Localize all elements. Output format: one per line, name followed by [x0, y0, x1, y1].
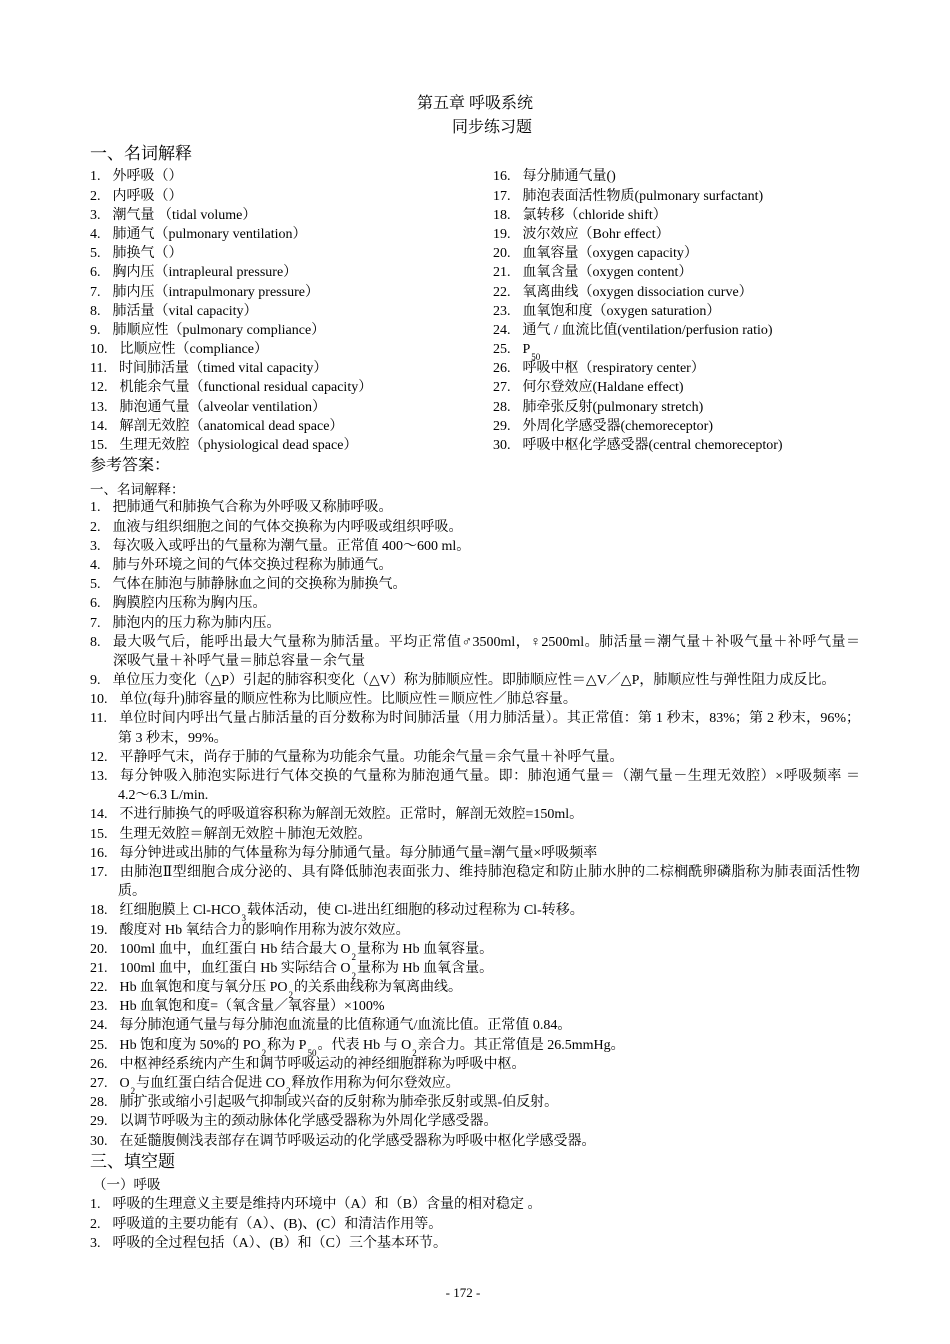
- term-text: 呼吸中枢（respiratory center）: [522, 361, 705, 377]
- answer-number: 17.: [90, 864, 108, 880]
- term-text: 何尔登效应(Haldane effect): [522, 380, 684, 396]
- answer-text: O: [119, 1076, 130, 1092]
- term-number: 25.: [493, 342, 511, 358]
- answer-number: 16.: [90, 845, 108, 861]
- term-text: 外周化学感受器(chemoreceptor): [522, 418, 713, 434]
- answer-number: 8.: [90, 634, 101, 650]
- subscript: 2: [261, 1047, 267, 1058]
- answer-item: [90, 518, 860, 537]
- answer-item: [90, 863, 860, 882]
- term-number: 17.: [493, 188, 511, 204]
- answer-text: 生理无效腔＝解剖无效腔＋肺泡无效腔。: [119, 826, 372, 842]
- term-item: [90, 302, 490, 321]
- term-text: 呼吸中枢化学感受器(central chemoreceptor): [522, 438, 783, 454]
- term-item: [90, 225, 490, 244]
- page-number: - 172 -: [445, 1285, 481, 1300]
- term-text: 肺牵张反射(pulmonary stretch): [522, 399, 704, 415]
- answer-number: 15.: [90, 826, 108, 842]
- answer-item: [90, 594, 860, 613]
- answer-text: 由肺泡Ⅱ型细胞合成分泌的、具有降低肺泡表面张力、维持肺泡稳定和防止肺水肿的二棕榈酰卵磷脂称为肺表面活性物: [119, 864, 860, 880]
- answer-text: 肺扩张或缩小引起吸气抑制或兴奋的反射称为肺牵张反射或黑-伯反射。: [119, 1095, 559, 1111]
- term-item: [493, 263, 938, 282]
- term-number: 8.: [90, 303, 101, 319]
- subscript: 2: [351, 970, 356, 981]
- answer-text: 单位压力变化（△P）引起的肺容积变化（△V）称为肺顺应性。即肺顺应性＝△V／△P，肺顺应性与弹性阻力成反比。: [112, 673, 836, 689]
- answer-item: [90, 901, 860, 924]
- term-number: 6.: [90, 265, 101, 281]
- answer-item: [90, 671, 860, 690]
- term-number: 28.: [493, 399, 511, 415]
- term-number: 22.: [493, 284, 511, 300]
- answer-item: [90, 690, 860, 709]
- answer-number: 13.: [90, 769, 108, 785]
- term-item: [90, 340, 490, 359]
- answer-number: 18.: [90, 903, 108, 919]
- fill-text: 呼吸道的主要功能有（A）、(B)、(C）和清洁作用等。: [112, 1216, 443, 1232]
- term-number: 29.: [493, 418, 511, 434]
- term-item: [493, 167, 938, 186]
- fill-text: 呼吸的全过程包括（A）、(B）和（C）三个基本环节。: [112, 1235, 447, 1251]
- answer-number: 3.: [90, 538, 101, 554]
- term-number: 5.: [90, 246, 101, 262]
- answer-text: 气体在肺泡与肺静脉血之间的交换称为肺换气。: [112, 577, 407, 593]
- term-number: 3.: [90, 207, 101, 223]
- answer-text: 血液与组织细胞之间的气体交换称为内呼吸或组织呼吸。: [112, 519, 463, 535]
- answer-item: [90, 767, 860, 786]
- term-text: 比顺应性（compliance）: [119, 342, 269, 358]
- term-text: 波尔效应（Bohr effect）: [522, 226, 670, 242]
- answer-text: 。代表 Hb 与 O: [317, 1037, 412, 1053]
- term-text: 潮气量 （tidal volume）: [112, 207, 257, 223]
- exercise-subtitle: 同步练习题: [451, 119, 532, 136]
- answer-item: [90, 978, 860, 1001]
- term-text: 时间肺活量（timed vital capacity）: [118, 361, 328, 377]
- term-text: 肺顺应性（pulmonary compliance）: [112, 322, 326, 338]
- term-number: 19.: [493, 226, 511, 242]
- answers-subheading: 一、名词解释：: [90, 482, 185, 498]
- section-heading-terms: 一、名词解释: [90, 143, 192, 163]
- term-text: 通气 / 血流比值(ventilation/perfusion ratio): [522, 322, 773, 338]
- term-item: [493, 398, 938, 417]
- term-item: [493, 206, 938, 225]
- answer-text: 称为 P: [267, 1037, 307, 1053]
- term-item: [90, 321, 490, 340]
- term-text: 解剖无效腔（anatomical dead space）: [119, 418, 344, 434]
- fill-item: [90, 1195, 860, 1214]
- term-item: [90, 359, 490, 378]
- answer-number: 24.: [90, 1018, 108, 1034]
- answer-item: [90, 921, 860, 940]
- answer-text: 深吸气量＋补呼气量＝肺总容量－余气量: [113, 653, 365, 669]
- answer-text: 的关系曲线称为氧离曲线。: [294, 980, 463, 996]
- term-item: [90, 187, 490, 206]
- subscript: 2: [288, 990, 294, 1001]
- term-number: 10.: [90, 342, 108, 358]
- answer-item: [90, 997, 860, 1016]
- term-number: 2.: [90, 188, 101, 204]
- term-text: 内呼吸（）: [112, 188, 183, 204]
- term-text: 血氧容量（oxygen capacity）: [522, 246, 698, 262]
- answer-number: 11.: [90, 711, 107, 727]
- term-number: 9.: [90, 322, 101, 338]
- term-text: 肺通气（pulmonary ventilation）: [112, 226, 307, 242]
- answer-item: [90, 614, 860, 633]
- answer-item: [90, 940, 860, 962]
- answer-number: 2.: [90, 519, 101, 535]
- term-item: [493, 378, 938, 397]
- answers-list: [90, 498, 860, 1150]
- answer-item: [90, 556, 860, 575]
- term-text: 肺内压（intrapulmonary pressure）: [112, 284, 319, 300]
- term-number: 24.: [493, 322, 511, 338]
- term-item: [90, 436, 490, 455]
- answer-item: [90, 1112, 860, 1131]
- term-number: 23.: [493, 303, 511, 319]
- term-item: [90, 244, 490, 263]
- term-item: [493, 359, 938, 378]
- fill-number: 3.: [90, 1235, 101, 1251]
- term-text: 肺泡通气量（alveolar ventilation）: [119, 399, 326, 415]
- answer-text: 每次吸入或呼出的气量称为潮气量。正常值 400～600 ml。: [112, 538, 471, 554]
- answer-text: 释放作用称为何尔登效应。: [291, 1076, 460, 1092]
- term-item: [90, 206, 490, 225]
- term-number: 27.: [493, 380, 511, 396]
- answer-text: 第 3 秒末，99%。: [118, 730, 228, 746]
- answer-number: 30.: [90, 1133, 108, 1149]
- term-text: 肺换气（）: [112, 246, 183, 262]
- term-item: [493, 283, 938, 302]
- answer-item: [90, 709, 860, 728]
- terms-right-column: [493, 167, 938, 455]
- answer-text: 载体活动，使 Cl-进出红细胞的移动过程称为 Cl-转移。: [246, 903, 584, 919]
- answer-text: 红细胞膜上 Cl-HCO: [119, 903, 241, 919]
- answer-number: 9.: [90, 673, 101, 689]
- answer-number: 28.: [90, 1095, 108, 1111]
- answer-number: 25.: [90, 1037, 108, 1053]
- term-item: [90, 417, 490, 436]
- answer-text: 4.2～6.3 L/min.: [118, 788, 209, 804]
- term-text: 每分肺通气量(): [522, 169, 616, 185]
- answer-item: [90, 844, 860, 863]
- term-text: 血氧饱和度（oxygen saturation）: [522, 303, 721, 319]
- fill-text: 呼吸的生理意义主要是维持内环境中（A）和（B）含量的相对稳定 。: [112, 1197, 542, 1213]
- answer-text: Hb 血氧饱和度与氧分压 PO: [119, 980, 288, 996]
- term-item: [493, 417, 938, 436]
- term-item: [493, 340, 938, 363]
- term-number: 4.: [90, 226, 101, 242]
- subscript: 2: [351, 951, 356, 962]
- answer-item: [90, 498, 860, 517]
- answer-continuation: [90, 729, 860, 748]
- term-item: [90, 263, 490, 282]
- fill-subheading: （一）呼吸: [93, 1177, 161, 1193]
- answer-number: 12.: [90, 749, 108, 765]
- section-heading-fill: 三、填空题: [90, 1151, 175, 1171]
- answer-text: 肺泡内的压力称为肺内压。: [112, 615, 281, 631]
- chapter-title: 第五章 呼吸系统: [416, 95, 533, 112]
- fill-list: [90, 1195, 860, 1253]
- term-text: 机能余气量（functional residual capacity）: [119, 380, 373, 396]
- answer-item: [90, 1093, 860, 1112]
- answer-text: 质。: [118, 884, 146, 900]
- answer-text: 量称为 Hb 血氧含量。: [357, 960, 494, 976]
- answer-text: Hb 血氧饱和度=（氧含量／氧容量）×100%: [119, 999, 385, 1015]
- answer-item: [90, 825, 860, 844]
- term-item: [493, 321, 938, 340]
- term-item: [90, 378, 490, 397]
- answer-item: [90, 1036, 860, 1058]
- answer-number: 27.: [90, 1076, 108, 1092]
- answer-text: 每分肺泡通气量与每分肺泡血流量的比值称通气/血流比值。正常值 0.84。: [119, 1018, 572, 1034]
- term-number: 18.: [493, 207, 511, 223]
- answer-item: [90, 1016, 860, 1035]
- term-number: 15.: [90, 438, 108, 454]
- term-item: [493, 436, 938, 455]
- answer-number: 23.: [90, 999, 108, 1015]
- answer-number: 6.: [90, 596, 101, 612]
- answer-item: [90, 1055, 860, 1074]
- answer-text: 100ml 血中，血红蛋白 Hb 实际结合 O: [119, 960, 351, 976]
- fill-item: [90, 1234, 860, 1253]
- answer-text: 100ml 血中，血红蛋白 Hb 结合最大 O: [119, 941, 351, 957]
- answer-text: 酸度对 Hb 氧结合力的影响作用称为波尔效应。: [119, 922, 410, 938]
- term-text: 肺活量（vital capacity）: [112, 303, 258, 319]
- answer-text: 单位时间内呼出气量占肺活量的百分数称为时间肺活量（用力肺活量）。其正常值：第 1 秒末，83%；第 2 秒末，96%；: [118, 711, 860, 727]
- subscript: 50: [307, 1047, 317, 1058]
- term-text: 肺泡表面活性物质(pulmonary surfactant): [522, 188, 764, 204]
- answer-item: [90, 575, 860, 594]
- term-text: 外呼吸（）: [112, 169, 183, 185]
- term-text: 生理无效腔（physiological dead space）: [119, 438, 358, 454]
- answer-text: 单位(每升)肺容量的顺应性称为比顺应性。比顺应性＝顺应性／肺总容量。: [119, 692, 577, 708]
- answer-text: 平静呼气末，尚存于肺的气量称为功能余气量。功能余气量＝余气量＋补呼气量。: [119, 749, 624, 765]
- answer-number: 5.: [90, 577, 101, 593]
- answer-continuation: [90, 786, 860, 805]
- term-item: [90, 167, 490, 186]
- subscript: 50: [531, 352, 541, 363]
- term-number: 11.: [90, 361, 107, 377]
- answer-item: [90, 537, 860, 556]
- term-number: 16.: [493, 169, 511, 185]
- answer-number: 19.: [90, 922, 108, 938]
- answer-number: 22.: [90, 980, 108, 996]
- answer-text: 与血红蛋白结合促进 CO: [136, 1076, 286, 1092]
- answer-number: 10.: [90, 692, 108, 708]
- term-number: 30.: [493, 438, 511, 454]
- answer-number: 4.: [90, 557, 101, 573]
- term-number: 20.: [493, 246, 511, 262]
- answer-text: 亲合力。其正常值是 26.5mmHg。: [417, 1037, 625, 1053]
- term-text: 氯转移（chloride shift）: [522, 207, 667, 223]
- term-item: [493, 302, 938, 321]
- term-number: 14.: [90, 418, 108, 434]
- answer-number: 1.: [90, 500, 101, 516]
- term-item: [493, 244, 938, 263]
- answer-text: 每分钟进或出肺的气体量称为每分肺通气量。每分肺通气量=潮气量×呼吸频率: [119, 845, 598, 861]
- term-item: [493, 187, 938, 206]
- answer-continuation: [90, 652, 860, 671]
- answer-text: 以调节呼吸为主的颈动脉体化学感受器称为外周化学感受器。: [119, 1114, 498, 1130]
- answer-number: 20.: [90, 941, 108, 957]
- answer-text: Hb 饱和度为 50%的 PO: [119, 1037, 261, 1053]
- term-item: [90, 283, 490, 302]
- term-number: 13.: [90, 399, 108, 415]
- answer-number: 14.: [90, 807, 108, 823]
- answer-number: 21.: [90, 960, 108, 976]
- term-number: 21.: [493, 265, 511, 281]
- answer-text: 最大吸气后，能呼出最大气量称为肺活量。平均正常值♂3500ml，♀2500ml。肺活量＝潮气量＋补吸气量＋补呼气量＝: [112, 634, 860, 650]
- subscript: 2: [130, 1086, 136, 1097]
- term-text: P: [522, 342, 531, 358]
- answer-text: 每分钟吸入肺泡实际进行气体交换的气量称为肺泡通气量。即：肺泡通气量＝（潮气量－生理无效腔）×呼吸频率 ＝: [119, 769, 860, 785]
- answer-number: 26.: [90, 1056, 108, 1072]
- answer-item: [90, 1132, 860, 1151]
- terms-left-column: [90, 167, 490, 455]
- answer-item: [90, 805, 860, 824]
- answer-text: 中枢神经系统内产生和调节呼吸运动的神经细胞群称为呼吸中枢。: [119, 1056, 526, 1072]
- term-text: 氧离曲线（oxygen dissociation curve）: [522, 284, 753, 300]
- subscript: 2: [412, 1047, 417, 1058]
- term-number: 12.: [90, 380, 108, 396]
- answer-text: 在延髓腹侧浅表部存在调节呼吸运动的化学感受器称为呼吸中枢化学感受器。: [119, 1133, 596, 1149]
- answer-text: 把肺通气和肺换气合称为外呼吸又称肺呼吸。: [112, 500, 393, 516]
- answer-text: 胸膜腔内压称为胸内压。: [112, 596, 267, 612]
- term-number: 7.: [90, 284, 101, 300]
- term-item: [90, 398, 490, 417]
- answer-text: 量称为 Hb 血氧容量。: [357, 941, 494, 957]
- fill-number: 1.: [90, 1197, 101, 1213]
- term-text: 胸内压（intrapleural pressure）: [112, 265, 298, 281]
- answer-text: 不进行肺换气的呼吸道容积称为解剖无效腔。正常时，解剖无效腔=150ml。: [119, 807, 584, 823]
- answer-item: [90, 633, 860, 652]
- subscript: 2: [286, 1086, 291, 1097]
- fill-number: 2.: [90, 1216, 101, 1232]
- answers-heading: 参考答案：: [90, 457, 171, 474]
- term-text: 血氧含量（oxygen content）: [522, 265, 693, 281]
- answer-item: [90, 1074, 860, 1097]
- answer-item: [90, 748, 860, 767]
- subscript: 3: [241, 913, 246, 924]
- answer-number: 29.: [90, 1114, 108, 1130]
- answer-item: [90, 959, 860, 981]
- term-number: 26.: [493, 361, 511, 377]
- answer-text: 肺与外环境之间的气体交换过程称为肺通气。: [112, 557, 393, 573]
- fill-item: [90, 1215, 860, 1234]
- answer-continuation: [90, 882, 860, 901]
- answer-number: 7.: [90, 615, 101, 631]
- term-item: [493, 225, 938, 244]
- term-number: 1.: [90, 169, 101, 185]
